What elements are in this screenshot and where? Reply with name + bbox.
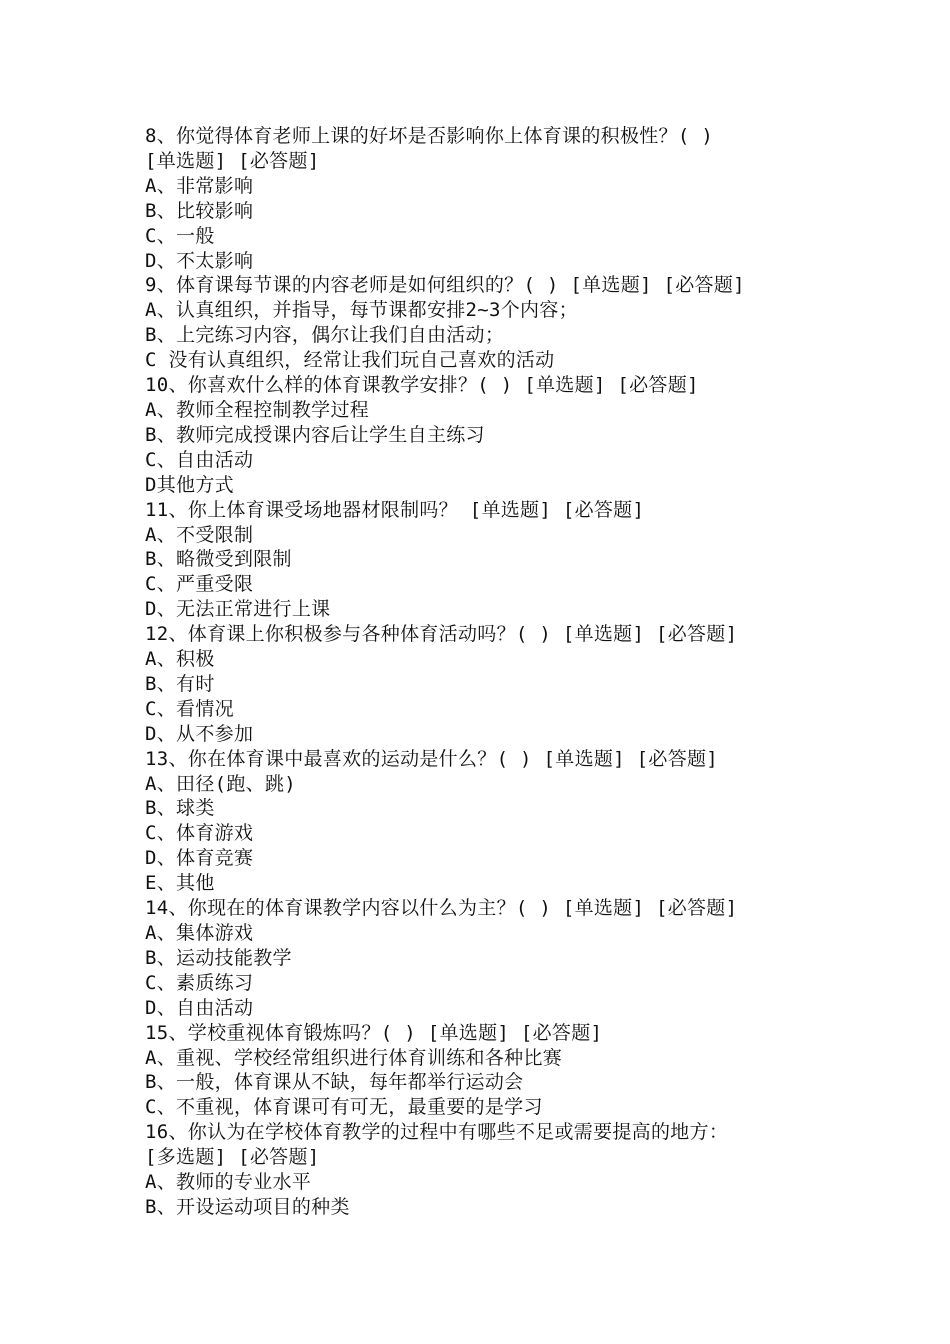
q8-option-c: C、一般 [145,224,215,247]
q11-option-d: D、无法正常进行上课 [145,598,331,621]
q10-option-c: C、自由活动 [145,448,254,471]
q14-question: 14、你现在的体育课教学内容以什么为主？( ) [单选题] [必答题] [145,897,738,920]
q15-question: 15、学校重视体育锻炼吗？( ) [单选题] [必答题] [145,1021,603,1044]
q9-question: 9、体育课每节课的内容老师是如何组织的？( ) [单选题] [必答题] [145,274,745,297]
q14-option-b: B、运动技能教学 [145,946,292,969]
q13-question: 13、你在体育课中最喜欢的运动是什么？( ) [单选题] [必答题] [145,747,719,770]
q13-option-e: E、其他 [145,872,215,895]
q13-option-c: C、体育游戏 [145,822,254,845]
q9-option-a: A、认真组织，并指导，每节课都安排2~3个内容； [145,299,578,322]
q8-question-line1: 8、你觉得体育老师上课的好坏是否影响你上体育课的积极性？( ) [145,125,714,147]
q16-option-a: A、教师的专业水平 [145,1171,312,1194]
q9-option-b: B、上完练习内容，偶尔让我们自由活动； [145,324,505,347]
q14-option-c: C、素质练习 [145,971,254,994]
q16-question-tags: [多选题] [必答题] [145,1146,320,1169]
q13-option-a: A、田径(跑、跳) [145,772,297,795]
q8-option-a: A、非常影响 [145,174,254,197]
q10-question: 10、你喜欢什么样的体育课教学安排？( ) [单选题] [必答题] [145,374,699,397]
q10-option-a: A、教师全程控制教学过程 [145,398,370,421]
survey-document [145,124,825,1220]
q12-option-d: D、从不参加 [145,722,254,745]
q16-question-line1: 16、你认为在学校体育教学的过程中有哪些不足或需要提高的地方： [145,1121,729,1144]
q11-option-b: B、略微受到限制 [145,548,292,571]
q10-option-d: D其他方式 [145,473,234,496]
q9-option-c: C 没有认真组织，经常让我们玩自己喜欢的活动 [145,349,555,372]
q15-option-a: A、重视、学校经常组织进行体育训练和各种比赛 [145,1046,563,1069]
q8-question-tags: [单选题] [必答题] [145,149,320,172]
q13-option-d: D、体育竞赛 [145,847,254,870]
q15-option-b: B、一般，体育课从不缺，每年都举行运动会 [145,1071,524,1094]
q13-option-b: B、球类 [145,797,215,820]
q11-option-a: A、不受限制 [145,523,254,546]
q10-option-b: B、教师完成授课内容后让学生自主练习 [145,423,485,446]
q15-option-c: C、不重视，体育课可有可无，最重要的是学习 [145,1096,543,1119]
q12-option-b: B、有时 [145,672,215,695]
q12-question: 12、体育课上你积极参与各种体育活动吗？( ) [单选题] [必答题] [145,623,738,646]
q14-option-a: A、集体游戏 [145,922,254,944]
q16-option-b: B、开设运动项目的种类 [145,1195,350,1218]
q14-option-d: D、自由活动 [145,996,254,1019]
q11-option-c: C、严重受限 [145,573,254,596]
q11-question: 11、你上体育课受场地器材限制吗？ [单选题] [必答题] [145,498,645,521]
q8-option-d: D、不太影响 [145,249,254,272]
q12-option-a: A、积极 [145,648,215,671]
q8-option-b: B、比较影响 [145,199,254,222]
q12-option-c: C、看情况 [145,697,234,720]
